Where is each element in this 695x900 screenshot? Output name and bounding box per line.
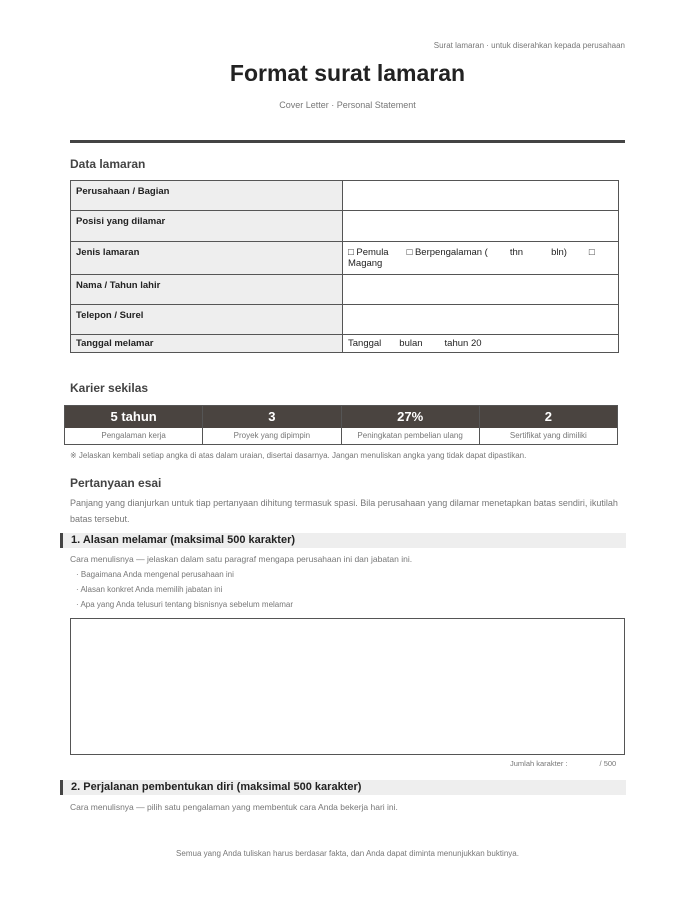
- application-type-field[interactable]: [343, 242, 619, 275]
- question-guide: Cara menulisnya — pilih satu pengalaman yang membentuk cara Anda bekerja hari ini.: [70, 802, 398, 812]
- stat-value: 5 tahun: [65, 406, 202, 428]
- table-row: [71, 242, 619, 275]
- career-section-heading: Karier sekilas: [70, 381, 149, 395]
- stat-card: [64, 405, 203, 445]
- guide-bullet: · Alasan konkret Anda memilih jabatan ini: [76, 585, 223, 594]
- company-field[interactable]: [343, 181, 619, 211]
- phone-email-field[interactable]: [343, 305, 619, 335]
- field-label: Telepon / Surel: [71, 305, 343, 335]
- table-row: [71, 181, 619, 211]
- guide-bullet: · Bagaimana Anda mengenal perusahaan ini: [76, 570, 234, 579]
- date-day-label: Tanggal: [348, 338, 382, 349]
- years-unit: thn: [509, 247, 524, 258]
- stat-label: Sertifikat yang dimiliki: [480, 428, 617, 444]
- count-max: / 500: [599, 759, 617, 768]
- field-label: Jenis lamaran: [71, 242, 343, 275]
- name-birthyear-field[interactable]: [343, 275, 619, 305]
- character-count: [510, 759, 616, 768]
- months-unit: bln): [551, 247, 567, 258]
- application-data-table: [70, 180, 619, 353]
- question-guide: Cara menulisnya — jelaskan dalam satu paragraf mengapa perusahaan ini dan jabatan ini.: [70, 554, 413, 564]
- stat-value: 3: [203, 406, 340, 428]
- option-magang-label: Magang: [348, 258, 383, 269]
- field-label: Nama / Tahun lahir: [71, 275, 343, 305]
- data-section-heading: Data lamaran: [70, 157, 146, 171]
- career-stats: [64, 405, 618, 445]
- question-heading: [60, 533, 626, 548]
- date-year-label: tahun 20: [444, 338, 482, 349]
- stat-card: [202, 405, 341, 445]
- table-row: [71, 211, 619, 242]
- stat-card: [341, 405, 480, 445]
- header-divider: [70, 140, 625, 143]
- footer-note: Semua yang Anda tuliskan harus berdasar fakta, dan Anda dapat diminta menunjukkan buktinya.: [176, 849, 519, 858]
- date-month-label: bulan: [399, 338, 423, 349]
- field-label: Posisi yang dilamar: [71, 211, 343, 242]
- essay-intro: Panjang yang dianjurkan untuk tiap pertanyaan dihitung termasuk spasi. Bila perusahaan yang dilamar menetapkan batas sendiri, ikutilah batas tersebut.: [70, 498, 618, 524]
- count-label: Jumlah karakter :: [510, 759, 568, 768]
- application-date-field[interactable]: [343, 335, 619, 353]
- guide-bullet: · Apa yang Anda telusuri tentang bisnisnya sebelum melamar: [76, 600, 294, 609]
- magang-checkbox[interactable]: □: [588, 247, 595, 258]
- document-title: Format surat lamaran: [229, 60, 466, 86]
- top-note: Surat lamaran · untuk diserahkan kepada perusahaan: [433, 41, 625, 50]
- field-label: Perusahaan / Bagian: [71, 181, 343, 211]
- option-berpengalaman[interactable]: □ Berpengalaman (: [406, 247, 488, 258]
- question-title: 2. Perjalanan pembentukan diri (maksimal 500 karakter): [71, 781, 362, 793]
- question-heading: [60, 780, 626, 795]
- table-row: [71, 335, 619, 353]
- document-subtitle: Cover Letter · Personal Statement: [279, 100, 416, 110]
- table-row: [71, 275, 619, 305]
- table-row: [71, 305, 619, 335]
- stat-value: 2: [480, 406, 617, 428]
- stat-label: Pengalaman kerja: [65, 428, 202, 444]
- field-label: Tanggal melamar: [71, 335, 343, 353]
- answer-box-motivation[interactable]: [70, 618, 625, 755]
- career-note: ※ Jelaskan kembali setiap angka di atas dalam uraian, disertai dasarnya. Jangan menuliskan angka yang tidak dapat dipastikan.: [70, 451, 527, 460]
- stat-card: [479, 405, 618, 445]
- stat-label: Proyek yang dipimpin: [203, 428, 340, 444]
- essay-section-heading: Pertanyaan esai: [70, 476, 162, 490]
- position-field[interactable]: [343, 211, 619, 242]
- stat-value: 27%: [342, 406, 479, 428]
- question-title: 1. Alasan melamar (maksimal 500 karakter): [71, 534, 296, 546]
- option-pemula[interactable]: □ Pemula: [348, 247, 389, 258]
- stat-label: Peningkatan pembelian ulang: [342, 428, 479, 444]
